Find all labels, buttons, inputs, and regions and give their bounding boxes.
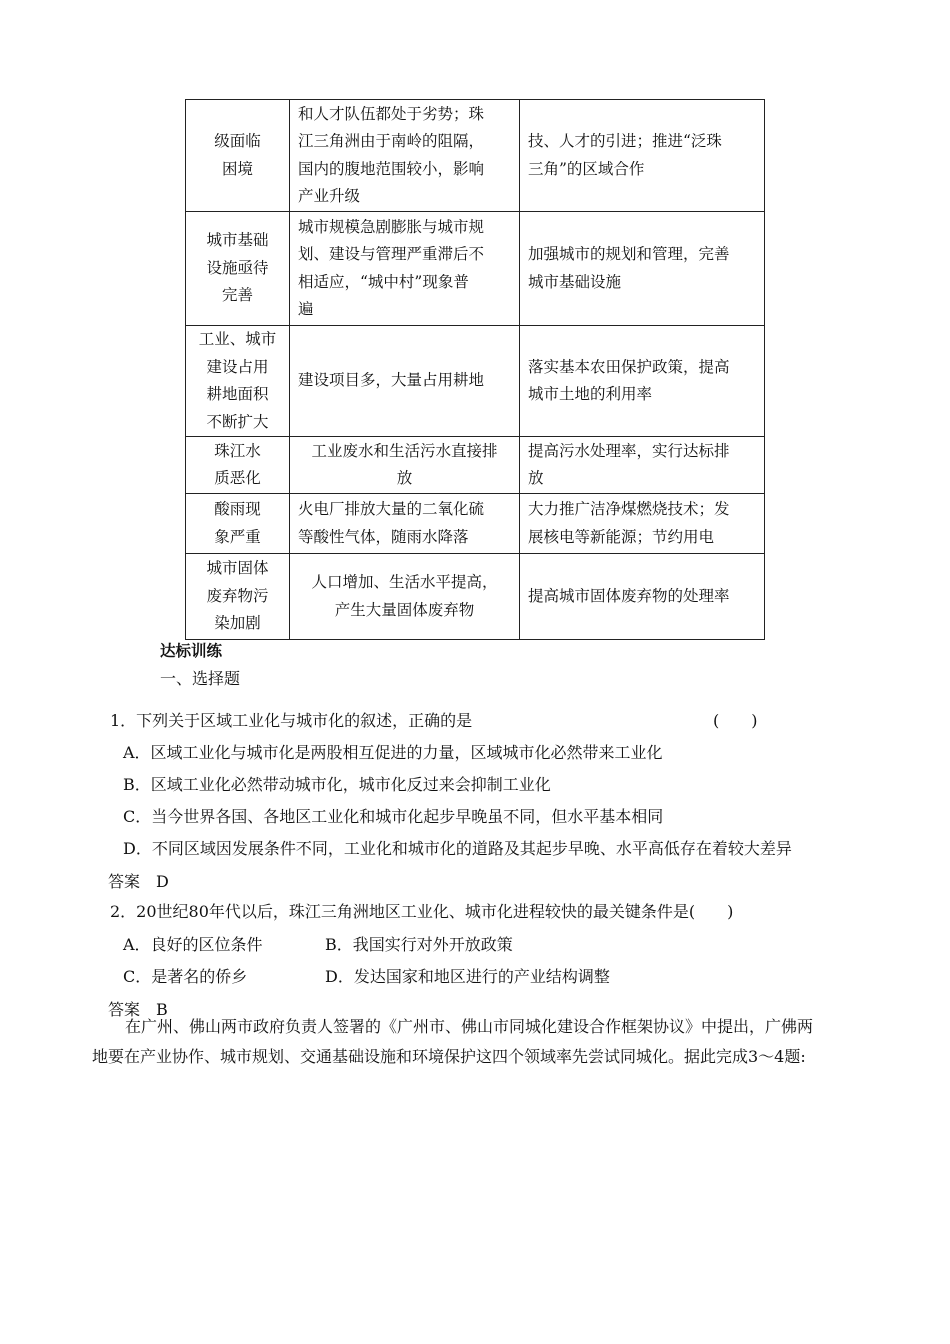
cause-cell: 城市规模急剧膨胀与城市规 划、建设与管理严重滞后不 相适应，“城中村”现象普 遍 (290, 212, 520, 326)
problem-cell: 城市固体 废弃物污 染加剧 (186, 554, 290, 640)
measure-cell: 提高城市固体废弃物的处理率 (520, 554, 765, 640)
measure-cell: 大力推广洁净煤燃烧技术；发 展核电等新能源；节约用电 (520, 494, 765, 554)
problem-cell: 酸雨现 象严重 (186, 494, 290, 554)
question-2-option-c: C．是著名的侨乡 (123, 967, 248, 986)
question-1-answer: 答案 D (108, 872, 169, 891)
table-row (186, 212, 765, 326)
question-1-stem: 1．下列关于区域工业化与城市化的叙述，正确的是 (110, 711, 473, 730)
problem-cell: 珠江水 质恶化 (186, 437, 290, 494)
training-title: 达标训练 (160, 642, 223, 660)
question-2-stem: 2．20世纪80年代以后，珠江三角洲地区工业化、城市化进程较快的最关键条件是( ) (110, 902, 734, 921)
problem-cell: 工业、城市 建设占用 耕地面积 不断扩大 (186, 326, 290, 437)
cause-cell: 建设项目多，大量占用耕地 (290, 326, 520, 437)
passage-line-2: 地要在产业协作、城市规划、交通基础设施和环境保护这四个领域率先尝试同城化。据此完成3～4题: (92, 1047, 806, 1066)
passage-line-1: 在广州、佛山两市政府负责人签署的《广州市、佛山市同城化建设合作框架协议》中提出，广佛两 (125, 1017, 814, 1036)
question-2-option-a: A．良好的区位条件 (123, 935, 263, 954)
question-1-option-b: B．区域工业化必然带动城市化，城市化反过来会抑制工业化 (123, 775, 551, 794)
measure-cell: 技、人才的引进；推进“泛珠 三角”的区域合作 (520, 100, 765, 212)
table-row (186, 437, 765, 494)
question-2-answer: 答案 B (108, 1000, 168, 1019)
question-1-option-d: D．不同区域因发展条件不同，工业化和城市化的道路及其起步早晚、水平高低存在着较大差异 (123, 839, 792, 858)
question-1-option-c: C．当今世界各国、各地区工业化和城市化起步早晚虽不同，但水平基本相同 (123, 807, 664, 826)
table-row (186, 494, 765, 554)
table-row (186, 100, 765, 212)
cause-cell: 火电厂排放大量的二氧化硫 等酸性气体，随雨水降落 (290, 494, 520, 554)
table-row (186, 326, 765, 437)
question-2-option-d: D．发达国家和地区进行的产业结构调整 (325, 967, 610, 986)
measure-cell: 落实基本农田保护政策，提高 城市土地的利用率 (520, 326, 765, 437)
cause-cell: 工业废水和生活污水直接排 放 (290, 437, 520, 494)
question-1-option-a: A．区域工业化与城市化是两股相互促进的力量，区域城市化必然带来工业化 (123, 743, 663, 762)
cause-cell: 人口增加、生活水平提高， 产生大量固体废弃物 (290, 554, 520, 640)
problem-cell: 级面临 困境 (186, 100, 290, 212)
section-heading: 一、选择题 (160, 669, 241, 688)
problem-measure-table (185, 99, 765, 640)
question-1-bracket: ( ) (713, 711, 758, 730)
measure-cell: 加强城市的规划和管理，完善 城市基础设施 (520, 212, 765, 326)
problem-cell: 城市基础 设施亟待 完善 (186, 212, 290, 326)
measure-cell: 提高污水处理率，实行达标排 放 (520, 437, 765, 494)
cause-cell: 和人才队伍都处于劣势；珠 江三角洲由于南岭的阻隔， 国内的腹地范围较小，影响 产业升级 (290, 100, 520, 212)
question-2-option-b: B．我国实行对外开放政策 (325, 935, 513, 954)
table-row (186, 554, 765, 640)
